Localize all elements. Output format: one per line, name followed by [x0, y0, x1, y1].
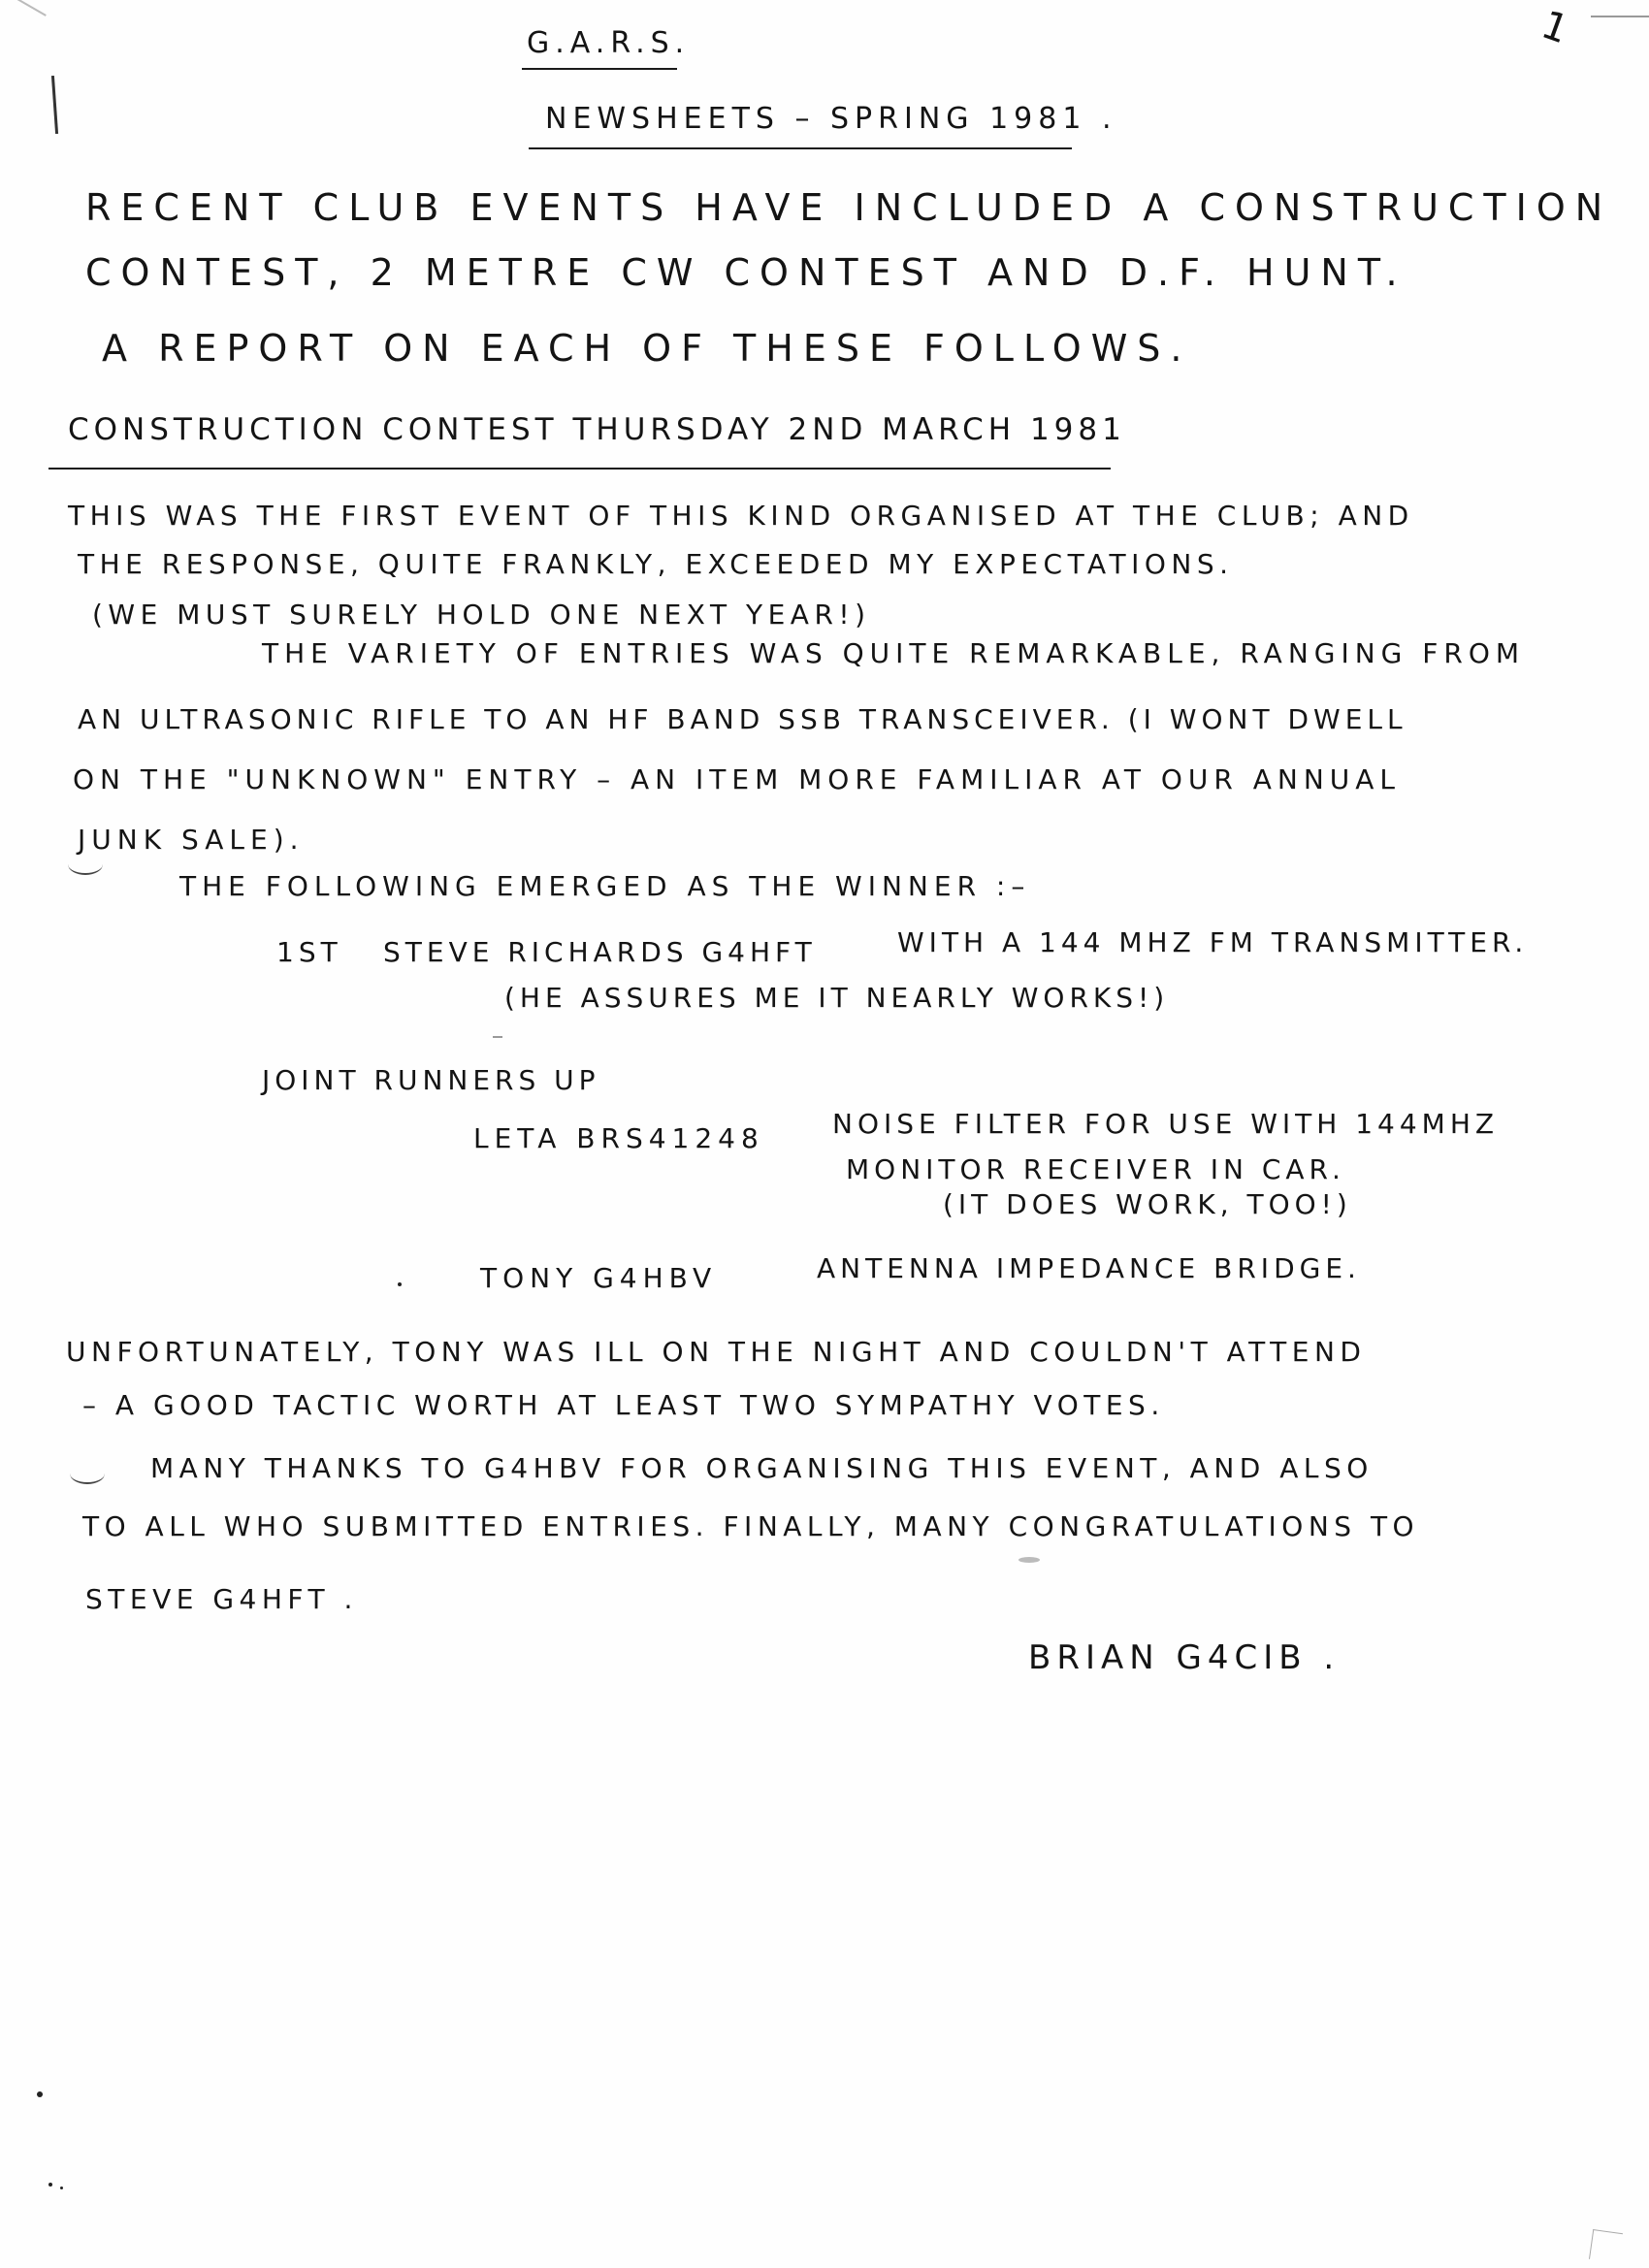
left-margin-stroke	[51, 76, 58, 134]
org-underline	[522, 68, 677, 70]
winner-name: STEVE RICHARDS G4HFT	[383, 936, 817, 968]
intro-line-1: RECENT CLUB EVENTS HAVE INCLUDED A CONSTRUCTION	[85, 186, 1613, 229]
left-margin-curl-2	[70, 1463, 105, 1484]
runner-1-entry-line-1: NOISE FILTER FOR USE WITH 144MHZ	[832, 1108, 1500, 1140]
subtitle-underline	[529, 147, 1072, 149]
runner-1-note: (IT DOES WORK, TOO!)	[943, 1188, 1352, 1220]
runner-1-name: LETA BRS41248	[473, 1122, 764, 1154]
body-p2-line-3: ON THE "UNKNOWN" ENTRY – AN ITEM MORE FAMILIAR AT OUR ANNUAL	[73, 763, 1402, 795]
stray-dot-bottom-3	[60, 2187, 63, 2189]
stray-dot-bottom-2	[48, 2183, 52, 2187]
winner-place: 1ST	[276, 936, 342, 968]
stray-smudge	[1018, 1557, 1040, 1563]
stray-dot	[398, 1282, 402, 1286]
body-p4-line-2: – A GOOD TACTIC WORTH AT LEAST TWO SYMPATHY VOTES.	[82, 1389, 1165, 1421]
body-p5-line-3: STEVE G4HFT .	[85, 1583, 358, 1615]
body-p1-line-2: THE RESPONSE, QUITE FRANKLY, EXCEEDED MY EXPECTATIONS.	[78, 548, 1234, 580]
body-p3-line-1: THE FOLLOWING EMERGED AS THE WINNER :–	[179, 870, 1031, 902]
runner-2-entry: ANTENNA IMPEDANCE BRIDGE.	[817, 1252, 1361, 1284]
left-margin-curl-1	[68, 854, 103, 875]
body-p2-line-2: AN ULTRASONIC RIFLE TO AN HF BAND SSB TRANSCEIVER. (I WONT DWELL	[78, 703, 1407, 735]
intro-line-2: CONTEST, 2 METRE CW CONTEST AND D.F. HUNT.	[85, 251, 1407, 294]
page-number-mark: 1	[1536, 2, 1583, 56]
body-p2-line-1: THE VARIETY OF ENTRIES WAS QUITE REMARKABLE, RANGING FROM	[262, 637, 1526, 669]
winner-note: (HE ASSURES ME IT NEARLY WORKS!)	[504, 982, 1170, 1014]
body-p1-line-3: (WE MUST SURELY HOLD ONE NEXT YEAR!)	[92, 599, 871, 631]
intro-line-3: A REPORT ON EACH OF THESE FOLLOWS.	[102, 327, 1192, 370]
section-heading-underline	[48, 468, 1111, 470]
stray-dot-bottom-1	[37, 2091, 43, 2097]
body-p5-line-2: TO ALL WHO SUBMITTED ENTRIES. FINALLY, MANY CONGRATULATIONS TO	[82, 1510, 1420, 1542]
signature: BRIAN G4CIB .	[1028, 1638, 1341, 1677]
runner-1-entry-line-2: MONITOR RECEIVER IN CAR.	[846, 1153, 1345, 1185]
corner-fold-mark	[12, 0, 47, 16]
body-p1-line-1: THIS WAS THE FIRST EVENT OF THIS KIND ORGANISED AT THE CLUB; AND	[68, 500, 1414, 532]
body-p5-line-1: MANY THANKS TO G4HBV FOR ORGANISING THIS EVENT, AND ALSO	[150, 1452, 1374, 1484]
body-p4-line-1: UNFORTUNATELY, TONY WAS ILL ON THE NIGHT AND COULDN'T ATTEND	[66, 1336, 1367, 1368]
corner-scan-line	[1591, 16, 1649, 17]
newsheet-subtitle: NEWSHEETS – SPRING 1981 .	[545, 102, 1117, 136]
body-p2-line-4: JUNK SALE).	[78, 824, 305, 856]
section-heading: CONSTRUCTION CONTEST THURSDAY 2ND MARCH 1981	[68, 412, 1126, 447]
winner-entry: WITH A 144 MHZ FM TRANSMITTER.	[897, 926, 1529, 958]
runner-2-name: TONY G4HBV	[480, 1262, 718, 1294]
stray-dash-mark	[493, 1036, 502, 1038]
bottom-right-corner-mark	[1589, 2229, 1623, 2263]
org-title: G.A.R.S.	[527, 26, 691, 60]
runners-up-heading: JOINT RUNNERS UP	[262, 1064, 600, 1096]
